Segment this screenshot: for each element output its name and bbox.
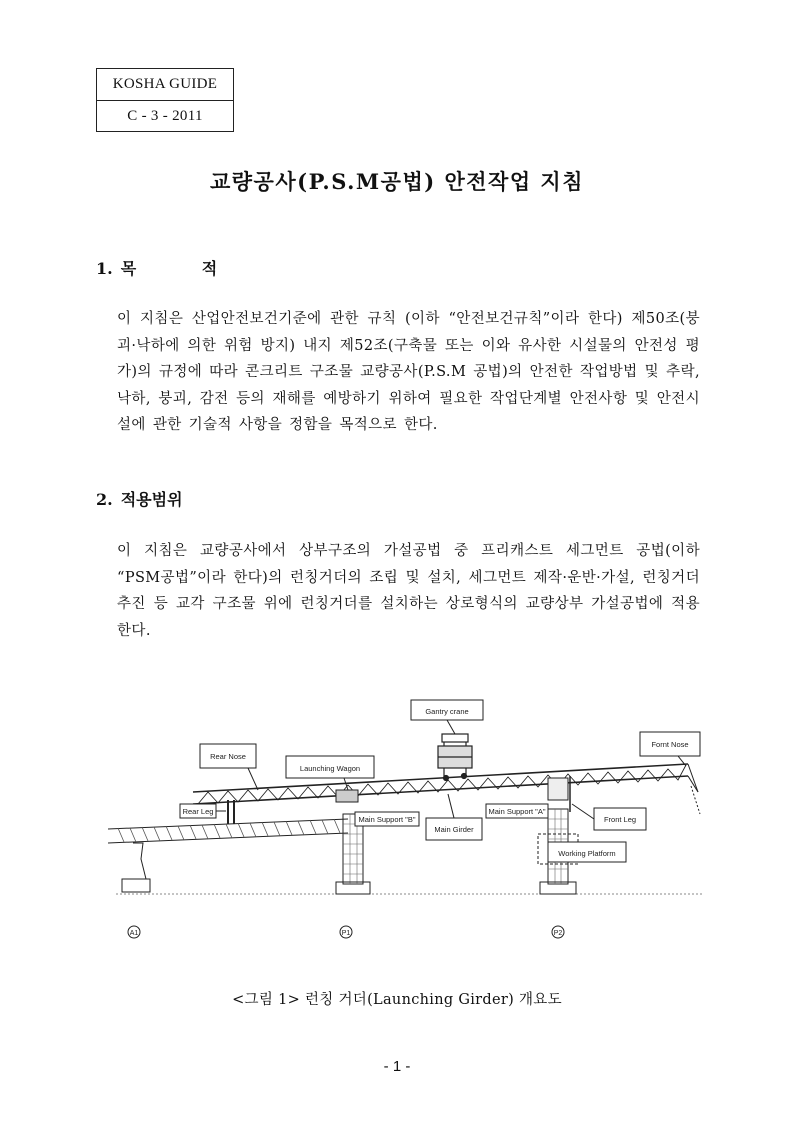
gantry-crane <box>438 734 472 781</box>
abutment-a1 <box>122 843 150 892</box>
marker-p1-label: P1 <box>341 930 351 937</box>
label-front-nose: Fornt Nose <box>651 740 689 749</box>
label-launching-wagon: Launching Wagon <box>299 764 361 773</box>
section-2-number: 2. <box>96 490 113 509</box>
document-title: 교량공사(P.S.M공법) 안전작업 지침 <box>209 169 585 194</box>
callout-front-nose <box>640 732 700 766</box>
callout-gantry-crane <box>411 700 483 734</box>
callout-working-platform <box>548 842 626 862</box>
kosha-guide-box <box>96 68 234 132</box>
section-1-label: 목 적 <box>120 259 248 278</box>
diagram-svg <box>108 694 704 950</box>
section-2-label: 적용범위 <box>120 490 183 509</box>
callout-main-support-b <box>355 812 419 826</box>
main-support-a <box>548 778 568 800</box>
launching-wagon <box>336 790 358 802</box>
guide-label: KOSHA GUIDE <box>97 69 233 101</box>
callout-rear-nose <box>200 744 258 790</box>
section-2-heading <box>96 487 183 510</box>
section-1-text: 이 지침은 산업안전보건기준에 관한 규칙 (이하 “안전보건규칙”이라 한다) 제50조(붕괴·낙하에 의한 위험 방지) 내지 제52조(구축물 또는 이와 유사한 시설물의 안전성 평가)의 규정에 따라 콘크리트 구조물 교량공사(P.S.M 공법)의 안전한 작업방법 및 추락, 낙하, 붕괴, 감전 등의 재해를 예방하기 위하여 필요한 작업단계별 안전사항 및 안전시설에 관한 기술적 사항을 정함을 목적으로 한다. <box>117 311 700 433</box>
label-main-support-a: Main Support "A" <box>488 807 546 816</box>
section-2-text: 이 지침은 교량공사에서 상부구조의 가설공법 중 프리캐스트 세그먼트 공법(이하 “PSM공법”이라 한다)의 런칭거더의 조립 및 설치, 세그먼트 제작·운반·가설, 런칭거더 추진 등 교각 구조물 위에 런칭거더를 설치하는 상로형식의 교량상부 가설공법에 적용한다. <box>117 543 700 639</box>
section-1-number: 1. <box>96 259 113 278</box>
figure-caption: <그림 1> 런칭 거더(Launching Girder) 개요도 <box>232 992 562 1008</box>
guide-code: C - 3 - 2011 <box>127 108 203 124</box>
label-rear-nose: Rear Nose <box>210 752 246 761</box>
callout-main-girder <box>426 794 482 840</box>
label-main-support-b: Main Support "B" <box>358 815 416 824</box>
marker-a1-label: A1 <box>129 930 139 937</box>
launching-girder-diagram <box>108 694 704 950</box>
label-main-girder: Main Girder <box>434 825 474 834</box>
callout-main-support-a <box>486 804 548 818</box>
label-gantry-crane: Gantry crane <box>425 707 469 716</box>
label-front-leg: Front Leg <box>603 815 637 824</box>
callout-front-leg <box>572 804 646 830</box>
marker-p2-label: P2 <box>553 930 563 937</box>
label-working-platform: Working Platform <box>558 849 616 858</box>
section-1-heading <box>96 256 247 279</box>
callout-rear-leg <box>180 804 226 818</box>
label-rear-leg: Rear Leg <box>182 807 214 816</box>
main-truss <box>193 764 700 814</box>
page-number: - 1 - <box>383 1058 411 1075</box>
